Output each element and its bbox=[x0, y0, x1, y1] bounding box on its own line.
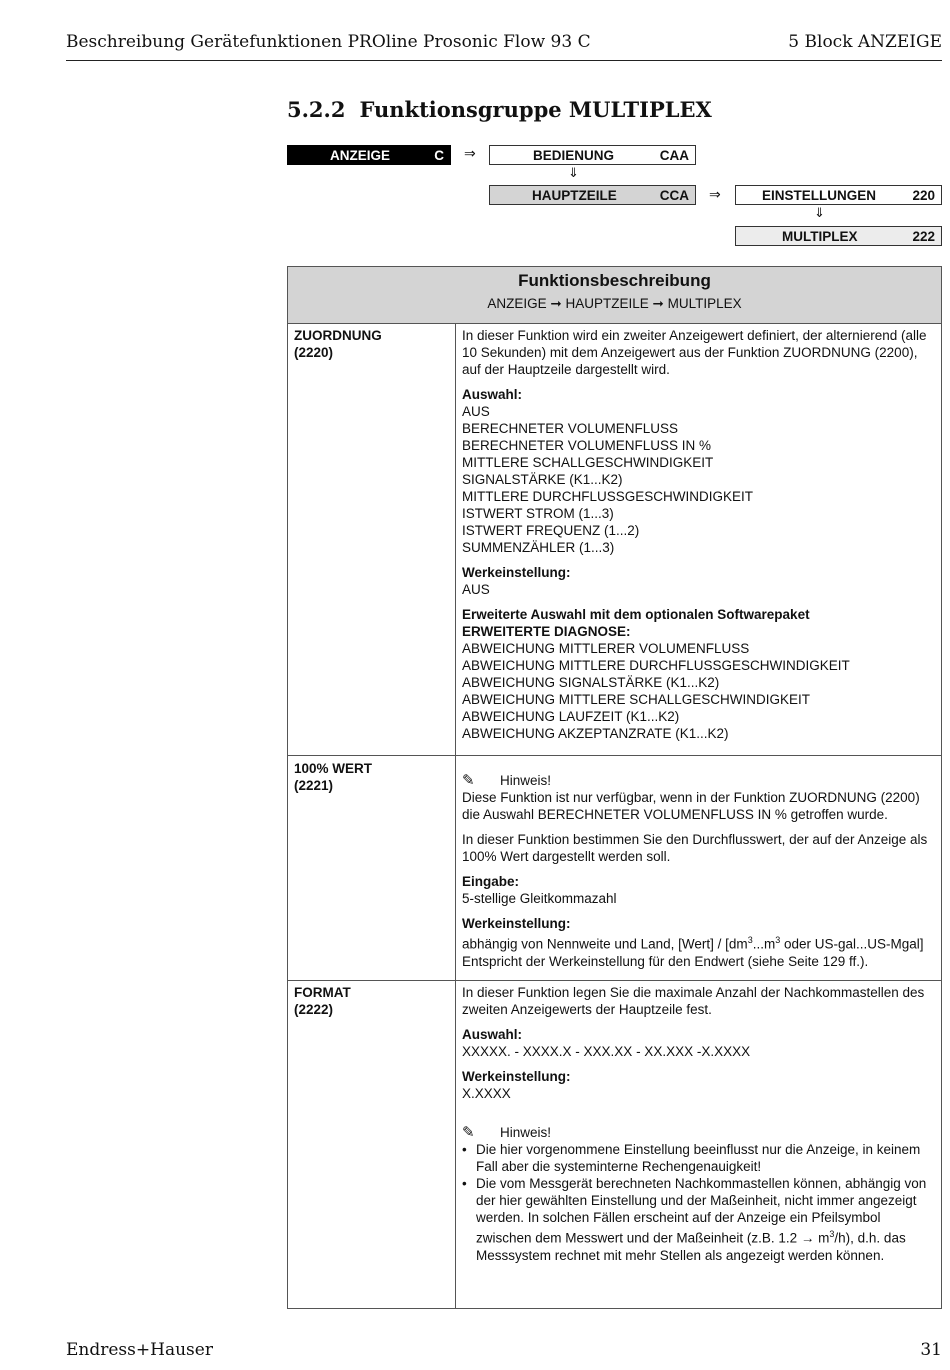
factory-setting-block bbox=[462, 564, 935, 598]
selection-block bbox=[462, 386, 935, 556]
table-row bbox=[288, 324, 941, 756]
selection-option: BERECHNETER VOLUMENFLUSS bbox=[462, 421, 679, 436]
selection-option: ISTWERT STROM (1...3) bbox=[462, 506, 614, 521]
arrow-down-icon: ⇓ bbox=[814, 205, 825, 220]
header-rule bbox=[66, 60, 942, 61]
arrow-down-icon: ⇓ bbox=[568, 165, 579, 180]
nav-label: EINSTELLUNGEN bbox=[762, 187, 877, 203]
section-title bbox=[287, 97, 712, 122]
footer-brand: Endress+Hauser bbox=[66, 1340, 213, 1360]
factory-setting-label: Werkeinstellung: bbox=[462, 1069, 571, 1084]
description-text: In dieser Funktion bestimmen Sie den Durchflusswert, der auf der Anzeige als 100% Wert dargestellt werden soll. bbox=[462, 832, 928, 864]
factory-setting-label: Werkeinstellung: bbox=[462, 565, 571, 580]
extended-option: ABWEICHUNG MITTLERER VOLUMENFLUSS bbox=[462, 641, 750, 656]
arrow-right-icon: ⇒ bbox=[464, 145, 476, 161]
pencil-note-icon: ✎ bbox=[462, 1124, 475, 1141]
section-heading: Funktionsgruppe MULTIPLEX bbox=[359, 97, 712, 122]
factory-setting-block bbox=[462, 915, 935, 970]
path-arrow-icon: ➞ bbox=[550, 296, 562, 311]
function-name: FORMAT bbox=[294, 985, 351, 1000]
nav-box-hauptzeile bbox=[489, 185, 696, 205]
factory-setting-value: AUS bbox=[462, 582, 490, 597]
factory-setting-note: Entspricht der Werkeinstellung für den Endwert (siehe Seite 129 ff.). bbox=[462, 953, 869, 969]
function-code: (2220) bbox=[294, 345, 334, 360]
nav-code: C bbox=[434, 147, 444, 163]
page-number: 31 bbox=[920, 1340, 942, 1360]
table-title: Funktionsbeschreibung bbox=[518, 271, 711, 290]
note-text: Diese Funktion ist nur verfügbar, wenn in der Funktion ZUORDNUNG (2200) die Auswahl BERECHNETER VOLUMENFLUSS IN % getroffen wurde. bbox=[462, 790, 920, 822]
selection-block bbox=[462, 1026, 935, 1060]
factory-setting-value: abhängig von Nennweite und Land, [Wert] / [$dm^3...m^3$ oder US-gal...US-Mgal] bbox=[462, 935, 924, 952]
extended-option: ABWEICHUNG SIGNALSTÄRKE (K1...K2) bbox=[462, 675, 720, 690]
extended-selection-package: ERWEITERTE DIAGNOSE: bbox=[462, 624, 631, 639]
factory-setting-value: X.XXXX bbox=[462, 1086, 511, 1101]
table-header bbox=[288, 267, 941, 324]
factory-setting-label: Werkeinstellung: bbox=[462, 916, 571, 931]
nav-label: BEDIENUNG bbox=[533, 147, 615, 163]
function-description-cell bbox=[456, 324, 941, 755]
section-number: 5.2.2 bbox=[287, 97, 346, 122]
note-block bbox=[462, 1124, 935, 1264]
nav-label: HAUPTZEILE bbox=[532, 187, 617, 203]
extended-option: ABWEICHUNG LAUFZEIT (K1...K2) bbox=[462, 709, 680, 724]
selection-option: AUS bbox=[462, 404, 490, 419]
table-row bbox=[288, 756, 941, 981]
nav-box-bedienung bbox=[489, 145, 696, 165]
nav-code: CAA bbox=[659, 147, 689, 163]
extended-selection-label: Erweiterte Auswahl mit dem optionalen Softwarepaket bbox=[462, 607, 810, 622]
nav-label: ANZEIGE bbox=[330, 147, 391, 163]
selection-label: Auswahl: bbox=[462, 1027, 523, 1042]
function-code: (2222) bbox=[294, 1002, 334, 1017]
table-path bbox=[288, 296, 941, 312]
extended-option: ABWEICHUNG MITTLERE SCHALLGESCHWINDIGKEIT bbox=[462, 692, 811, 707]
path-item: HAUPTZEILE bbox=[565, 296, 649, 311]
note-item: • Die vom Messgerät berechneten Nachkommastellen können, abhängig von der hier gewählten Einstellung und der Maßeinheit, nicht immer angezeigt werden. In solchen Fällen erscheint auf der Anzeige ein Pfeilsymbol zwischen dem Messwert und der Maßeinheit (z.B. $1.2 \to m^3/h$), d.h. das Messsystem rechnet mit mehr Stellen als angezeigt werden können. bbox=[476, 1175, 935, 1264]
nav-label: MULTIPLEX bbox=[782, 228, 858, 244]
function-description-cell bbox=[456, 981, 941, 1308]
function-name: ZUORDNUNG bbox=[294, 328, 382, 343]
input-label: Eingabe: bbox=[462, 874, 520, 889]
selection-option: SIGNALSTÄRKE (K1...K2) bbox=[462, 472, 623, 487]
function-name-cell bbox=[288, 756, 456, 980]
note-label: Hinweis! bbox=[500, 773, 552, 788]
selection-option: BERECHNETER VOLUMENFLUSS IN % bbox=[462, 438, 712, 453]
selection-option: MITTLERE SCHALLGESCHWINDIGKEIT bbox=[462, 455, 714, 470]
input-value: 5-stellige Gleitkommazahl bbox=[462, 891, 617, 906]
arrow-right-icon: ⇒ bbox=[709, 186, 721, 202]
note-block bbox=[462, 772, 935, 823]
extended-option: ABWEICHUNG AKZEPTANZRATE (K1...K2) bbox=[462, 726, 729, 741]
note-item: • Die hier vorgenommene Einstellung beeinflusst nur die Anzeige, in keinem Fall aber die systeminterne Rechengenauigkeit! bbox=[476, 1141, 935, 1175]
selection-label: Auswahl: bbox=[462, 387, 523, 402]
description-text: In dieser Funktion legen Sie die maximale Anzahl der Nachkommastellen des zweiten Anzeigewerts der Hauptzeile fest. bbox=[462, 985, 925, 1017]
selection-option: SUMMENZÄHLER (1...3) bbox=[462, 540, 615, 555]
extended-option: ABWEICHUNG MITTLERE DURCHFLUSSGESCHWINDIGKEIT bbox=[462, 658, 850, 673]
selection-option: MITTLERE DURCHFLUSSGESCHWINDIGKEIT bbox=[462, 489, 754, 504]
function-table bbox=[287, 266, 942, 1309]
nav-box-einstellungen bbox=[735, 185, 942, 205]
selection-option: ISTWERT FREQUENZ (1...2) bbox=[462, 523, 640, 538]
nav-code: 220 bbox=[912, 187, 935, 203]
table-row bbox=[288, 981, 941, 1308]
selection-option: XXXXX. - XXXX.X - XXX.XX - XX.XXX -X.XXXX bbox=[462, 1044, 751, 1059]
nav-code: CCA bbox=[659, 187, 689, 203]
header-title: Beschreibung Gerätefunktionen PROline Prosonic Flow 93 C bbox=[66, 32, 591, 52]
function-code: (2221) bbox=[294, 778, 334, 793]
function-description-cell bbox=[456, 756, 941, 980]
header-chapter: 5 Block ANZEIGE bbox=[788, 32, 942, 52]
nav-box-multiplex bbox=[735, 226, 942, 246]
path-item: ANZEIGE bbox=[487, 296, 547, 311]
path-item: MULTIPLEX bbox=[667, 296, 742, 311]
path-arrow-icon: ➞ bbox=[652, 296, 664, 311]
note-list bbox=[462, 1141, 935, 1264]
factory-setting-block bbox=[462, 1068, 935, 1102]
note-label: Hinweis! bbox=[500, 1125, 552, 1140]
nav-code: 222 bbox=[912, 228, 935, 244]
description-text: In dieser Funktion wird ein zweiter Anzeigewert definiert, der alternierend (alle 10 Sekunden) mit dem Anzeigewert aus der Funktion ZUORDNUNG (2200), auf der Hauptzeile dargestellt wird. bbox=[462, 328, 927, 377]
extended-selection-block bbox=[462, 606, 935, 742]
nav-box-anzeige bbox=[287, 145, 451, 165]
function-name-cell bbox=[288, 324, 456, 755]
input-block bbox=[462, 873, 935, 907]
pencil-note-icon: ✎ bbox=[462, 772, 475, 789]
function-name: 100% WERT bbox=[294, 761, 373, 776]
function-name-cell bbox=[288, 981, 456, 1308]
